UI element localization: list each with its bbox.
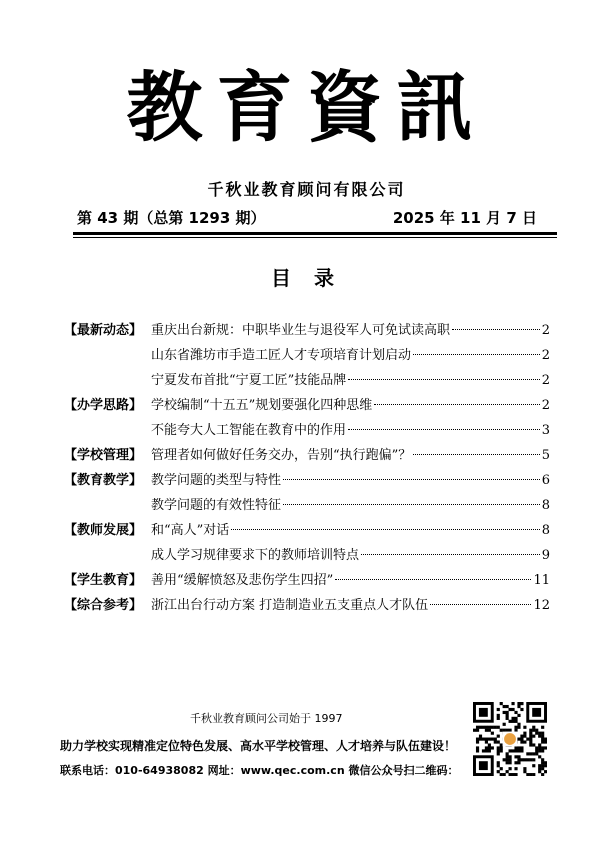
toc-entry [151, 568, 550, 593]
toc-title-text: 成人学习规律要求下的教师培训特点 [151, 548, 360, 563]
toc-category: 【最新动态】 [64, 323, 143, 338]
toc-page-number: 3 [541, 423, 550, 438]
toc-leader-dots [348, 428, 540, 430]
toc-title-text: 学校编制“十五五”规划要强化四种思维 [151, 398, 373, 413]
toc-page-number: 9 [541, 548, 550, 563]
toc-row[interactable] [64, 568, 550, 593]
toc-title-text: 教学问题的有效性特征 [151, 498, 282, 513]
toc-leader-dots [361, 553, 540, 555]
masthead-title: 教育資訊 [126, 63, 487, 152]
issue-row [77, 207, 557, 229]
toc-row[interactable] [64, 393, 550, 418]
toc-title-text: 管理者如何做好任务交办，告别“执行跑偏”？ [151, 448, 412, 463]
company-name: 千秋业教育顾问有限公司 [207, 180, 406, 199]
header-rule-thin [73, 237, 557, 238]
toc-entry [151, 468, 550, 493]
toc-leader-dots [413, 453, 539, 455]
footer-slogan: 助力学校实现精准定位特色发展、高水平学校管理、人才培养与队伍建设！ [60, 739, 457, 753]
toc-title: 目 录 [271, 266, 342, 290]
issue-date: 2025 年 11 月 7 日 [392, 209, 537, 227]
toc-leader-dots [283, 478, 540, 480]
toc-title-text: 教学问题的类型与特性 [151, 473, 282, 488]
toc-row[interactable] [64, 518, 550, 543]
toc-leader-dots [430, 603, 531, 605]
toc-page-number: 2 [541, 348, 550, 363]
toc-entry [151, 518, 550, 543]
toc-entry [151, 418, 550, 443]
toc-entry [151, 368, 550, 393]
toc-entry [151, 593, 550, 618]
toc-row[interactable] [64, 593, 550, 618]
toc-page-number: 2 [541, 398, 550, 413]
toc-title-text: 浙江出台行动方案 打造制造业五支重点人才队伍 [151, 598, 429, 613]
toc-row[interactable] [64, 493, 550, 518]
toc-leader-dots [231, 528, 539, 530]
footer-contact: 联系电话：010-64938082 网址：www.qec.com.cn 微信公众号扫二维码： [60, 764, 459, 777]
toc-leader-dots [452, 328, 540, 330]
toc-entry [151, 318, 550, 343]
table-of-contents [64, 318, 550, 618]
toc-leader-dots [413, 353, 540, 355]
toc-category: 【学生教育】 [64, 573, 143, 588]
toc-row[interactable] [64, 368, 550, 393]
header-rule-thick [73, 232, 557, 235]
toc-row[interactable] [64, 443, 550, 468]
issue-number: 第 43 期（总第 1293 期） [77, 209, 266, 227]
toc-entry [151, 443, 550, 468]
toc-category: 【办学思路】 [64, 398, 143, 413]
toc-page-number: 5 [541, 448, 550, 463]
toc-title-text: 不能夸大人工智能在教育中的作用 [151, 423, 347, 438]
toc-row[interactable] [64, 343, 550, 368]
toc-leader-dots [283, 503, 540, 505]
toc-category: 【教师发展】 [64, 523, 143, 538]
toc-entry [151, 493, 550, 518]
toc-title-text: 宁夏发布首批“宁夏工匠”技能品牌 [151, 373, 347, 388]
footer-founded: 千秋业教育顾问公司始于 1997 [190, 712, 343, 725]
toc-entry [151, 343, 550, 368]
toc-row[interactable] [64, 468, 550, 493]
toc-leader-dots [348, 378, 539, 380]
toc-row[interactable] [64, 543, 550, 568]
toc-leader-dots [374, 403, 539, 405]
toc-page-number: 8 [541, 523, 550, 538]
toc-page-number: 12 [533, 598, 550, 613]
toc-leader-dots [335, 578, 531, 580]
toc-title-text: 山东省潍坊市手造工匠人才专项培育计划启动 [151, 348, 412, 363]
toc-page-number: 2 [541, 373, 550, 388]
toc-title-text: 和“高人”对话 [151, 523, 230, 538]
toc-row[interactable] [64, 418, 550, 443]
toc-title-text: 善用“缓解愤怒及悲伤学生四招” [151, 573, 334, 588]
toc-category: 【学校管理】 [64, 448, 143, 463]
toc-entry [151, 393, 550, 418]
toc-page-number: 11 [533, 573, 550, 588]
toc-row[interactable] [64, 318, 550, 343]
toc-page-number: 2 [541, 323, 550, 338]
qr-code-icon[interactable] [473, 702, 547, 776]
toc-title-text: 重庆出台新规：中职毕业生与退役军人可免试读高职 [151, 323, 451, 338]
toc-category: 【教育教学】 [64, 473, 143, 488]
toc-category: 【综合参考】 [64, 598, 143, 613]
toc-entry [151, 543, 550, 568]
toc-page-number: 6 [541, 473, 550, 488]
toc-page-number: 8 [541, 498, 550, 513]
